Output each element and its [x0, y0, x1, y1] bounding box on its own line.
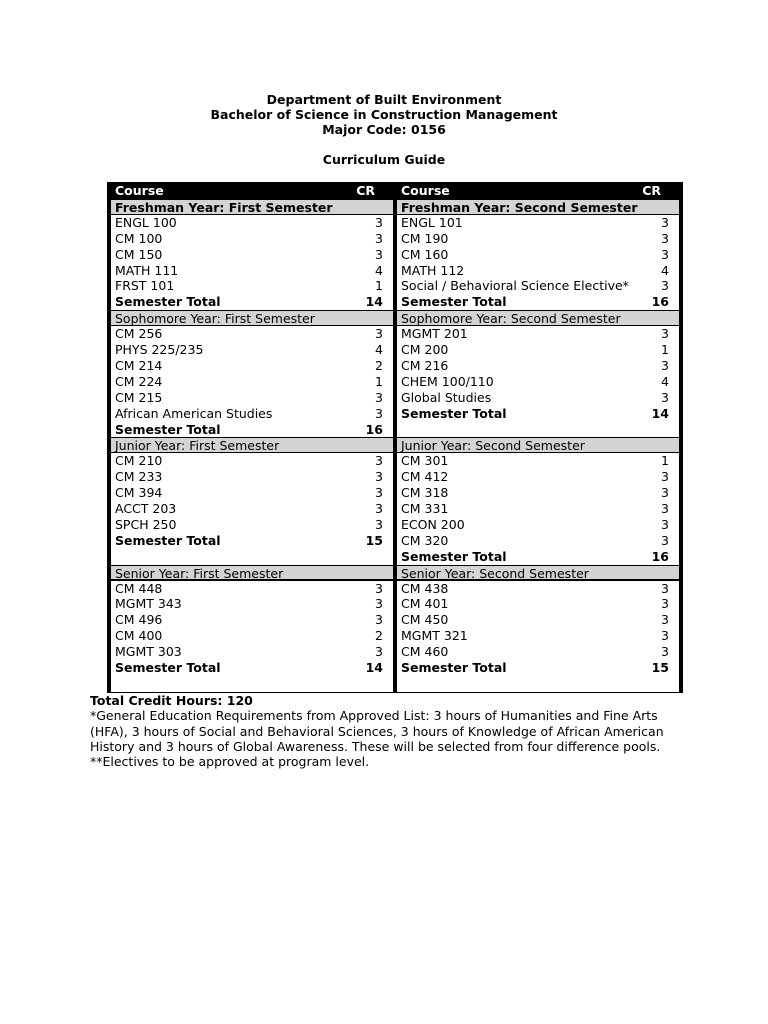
course-row: [397, 644, 679, 660]
credit-hours: 3: [661, 644, 669, 660]
course-row: [397, 358, 679, 374]
course-row: [397, 342, 679, 358]
credit-hours: 3: [375, 612, 383, 628]
course-name: CM 412: [401, 469, 449, 485]
credit-hours: 3: [661, 516, 669, 532]
course-row: [111, 278, 393, 294]
course-name: ACCT 203: [115, 501, 177, 516]
course-name: ECON 200: [401, 516, 465, 532]
course-name: CM 216: [401, 357, 449, 373]
course-row: [111, 517, 393, 533]
course-row: [397, 628, 679, 644]
curriculum-guide-title: Curriculum Guide: [322, 152, 446, 167]
credit-hours: 3: [661, 230, 669, 246]
course-name: Semester Total: [401, 660, 507, 675]
course-row: [111, 406, 393, 422]
credit-hours: 3: [375, 596, 383, 612]
course-name: ENGL 101: [401, 214, 463, 230]
credit-hours: 3: [661, 612, 669, 628]
credit-hours: 3: [375, 214, 383, 230]
credit-hours: 3: [661, 214, 669, 230]
course-name: CM 224: [115, 373, 163, 389]
course-row: [111, 644, 393, 660]
course-name: CM 496: [115, 612, 163, 628]
course-row: [111, 231, 393, 247]
semester-heading: [397, 565, 679, 581]
credit-hours: 3: [661, 501, 669, 516]
course-name: CM 200: [401, 342, 449, 357]
course-name: CHEM 100/110: [401, 373, 494, 389]
course-name: CM 301: [401, 453, 449, 469]
course-name: MATH 111: [115, 262, 179, 278]
credit-hours: 3: [661, 485, 669, 501]
table-header-row: [111, 183, 393, 199]
course-name: Semester Total: [401, 405, 507, 421]
semester-total-row: [111, 294, 393, 310]
course-row: [397, 263, 679, 279]
course-row: [397, 215, 679, 231]
major-code: Major Code: 0156: [322, 122, 446, 137]
course-name: CM 331: [401, 501, 449, 516]
semester-total-row: [111, 422, 393, 438]
credit-hours: 3: [661, 532, 669, 548]
course-name: FRST 101: [115, 278, 175, 294]
course-name: CM 233: [115, 469, 163, 485]
course-name: CM 448: [115, 580, 163, 596]
course-name: CM 318: [401, 485, 449, 501]
semester-total-row: [397, 406, 679, 422]
credit-hours: 3: [661, 246, 669, 262]
course-row: [111, 469, 393, 485]
course-row: [397, 278, 679, 294]
credit-hours: 3: [661, 596, 669, 612]
course-name: Semester Total: [115, 294, 221, 310]
credit-hours: 3: [661, 580, 669, 596]
course-name: Semester Total: [401, 548, 507, 564]
credit-hours: 3: [375, 230, 383, 246]
course-name: Course: [401, 183, 450, 198]
credit-hours: 2: [375, 628, 383, 644]
course-name: CM 394: [115, 485, 163, 501]
footnote-line: **Electives to be approved at program level.: [90, 754, 370, 770]
course-row: [111, 263, 393, 279]
course-row: [397, 581, 679, 597]
course-name: Senior Year: Second Semester: [401, 565, 589, 581]
credit-hours: 4: [375, 262, 383, 278]
course-name: Freshman Year: Second Semester: [401, 199, 638, 215]
semester-heading: [111, 437, 393, 453]
course-row: [397, 533, 679, 549]
course-name: CM 460: [401, 644, 449, 660]
course-name: CM 450: [401, 612, 449, 628]
course-name: SPCH 250: [115, 516, 177, 532]
course-name: CM 215: [115, 389, 163, 405]
credit-hours: 3: [375, 644, 383, 660]
course-name: Sophomore Year: First Semester: [115, 311, 315, 327]
credit-hours: 1: [375, 278, 383, 294]
course-row: [397, 453, 679, 469]
course-name: Senior Year: First Semester: [115, 565, 284, 581]
credit-hours: 15: [365, 532, 383, 548]
credit-hours: 1: [661, 342, 669, 357]
total-credit-hours: Total Credit Hours: 120: [90, 693, 253, 708]
credit-hours: 3: [375, 326, 383, 342]
credit-hours: 3: [375, 501, 383, 516]
semester-heading: [111, 565, 393, 581]
course-row: [397, 517, 679, 533]
credit-hours: 4: [375, 342, 383, 357]
course-name: CM 100: [115, 230, 163, 246]
course-row: [397, 596, 679, 612]
course-name: CM 214: [115, 357, 163, 373]
course-name: CM 438: [401, 580, 449, 596]
course-name: ENGL 100: [115, 214, 177, 230]
course-name: CM 190: [401, 230, 449, 246]
course-row: [111, 628, 393, 644]
credit-hours: 3: [661, 278, 669, 294]
credit-hours: 14: [365, 660, 383, 675]
credit-hours: 2: [375, 357, 383, 373]
course-row: [397, 469, 679, 485]
credit-hours: 3: [375, 453, 383, 469]
course-row: [111, 612, 393, 628]
course-name: African American Studies: [115, 405, 273, 421]
course-name: MGMT 201: [401, 326, 468, 342]
course-row: [111, 215, 393, 231]
credit-hours: 3: [375, 389, 383, 405]
footnote-line: *General Education Requirements from Approved List: 3 hours of Humanities and Fine Arts: [90, 708, 658, 724]
course-name: MATH 112: [401, 262, 465, 278]
credit-hours: 3: [375, 405, 383, 421]
course-row: [111, 247, 393, 263]
semester-heading: [111, 310, 393, 326]
semester-total-row: [397, 549, 679, 565]
credit-hours: 16: [651, 548, 669, 564]
course-name: PHYS 225/235: [115, 342, 204, 357]
course-name: Junior Year: First Semester: [115, 438, 280, 454]
course-name: Semester Total: [115, 532, 221, 548]
credit-hours: 3: [661, 389, 669, 405]
course-name: MGMT 321: [401, 628, 468, 644]
credit-hours: 3: [375, 516, 383, 532]
course-name: Semester Total: [115, 421, 221, 437]
credit-hours: 4: [661, 262, 669, 278]
course-row: [397, 231, 679, 247]
course-row: [397, 247, 679, 263]
course-name: Freshman Year: First Semester: [115, 199, 333, 215]
course-row: [397, 390, 679, 406]
credit-hours: 1: [375, 373, 383, 389]
course-name: Course: [115, 183, 164, 198]
table-header-row: [397, 183, 679, 199]
course-row: [111, 485, 393, 501]
course-name: Global Studies: [401, 389, 492, 405]
course-row: [111, 453, 393, 469]
footnote-line: (HFA), 3 hours of Social and Behavioral Sciences, 3 hours of Knowledge of African American: [90, 723, 664, 739]
semester-heading: [397, 199, 679, 215]
course-name: MGMT 303: [115, 644, 182, 660]
course-name: CM 150: [115, 246, 163, 262]
course-row: [111, 501, 393, 517]
credit-hours: 3: [375, 485, 383, 501]
degree-title: Bachelor of Science in Construction Management: [210, 107, 558, 122]
credit-hours: 3: [661, 628, 669, 644]
credit-hours: CR: [356, 183, 375, 198]
course-name: CM 400: [115, 628, 163, 644]
course-name: CM 160: [401, 246, 449, 262]
credit-hours: 3: [661, 469, 669, 485]
course-name: CM 210: [115, 453, 163, 469]
credit-hours: 14: [365, 294, 383, 310]
credit-hours: 15: [651, 660, 669, 675]
course-row: [111, 596, 393, 612]
department-title: Department of Built Environment: [266, 92, 502, 107]
semester-total-row: [397, 294, 679, 310]
credit-hours: 3: [375, 246, 383, 262]
semester-heading: [111, 199, 393, 215]
credit-hours: 16: [651, 294, 669, 310]
credit-hours: 14: [651, 405, 669, 421]
footnote-line: History and 3 hours of Global Awareness. These will be selected from four difference pools.: [90, 738, 661, 754]
course-name: CM 401: [401, 596, 449, 612]
credit-hours: 3: [375, 580, 383, 596]
course-row: [111, 358, 393, 374]
course-row: [111, 581, 393, 597]
semester-heading: [397, 437, 679, 453]
credit-hours: 16: [365, 421, 383, 437]
curriculum-table: [107, 182, 683, 693]
course-name: Semester Total: [401, 294, 507, 310]
course-row: [397, 612, 679, 628]
semester-total-row: [397, 660, 679, 676]
course-name: CM 256: [115, 326, 163, 342]
footer-notes: [90, 693, 690, 769]
credit-hours: 3: [661, 326, 669, 342]
course-row: [397, 501, 679, 517]
course-name: Junior Year: Second Semester: [401, 438, 585, 454]
course-row: [111, 326, 393, 342]
credit-hours: 3: [375, 469, 383, 485]
course-row: [397, 485, 679, 501]
semester-total-row: [111, 660, 393, 676]
credit-hours: CR: [642, 183, 661, 198]
course-name: Sophomore Year: Second Semester: [401, 311, 621, 327]
course-name: Semester Total: [115, 660, 221, 675]
course-row: [111, 342, 393, 358]
course-row: [111, 390, 393, 406]
course-row: [397, 374, 679, 390]
credit-hours: 1: [661, 453, 669, 469]
course-name: Social / Behavioral Science Elective*: [401, 278, 629, 294]
credit-hours: 4: [661, 373, 669, 389]
course-row: [397, 326, 679, 342]
credit-hours: 3: [661, 357, 669, 373]
semester-heading: [397, 310, 679, 326]
course-name: MGMT 343: [115, 596, 182, 612]
course-name: CM 320: [401, 532, 449, 548]
course-row: [111, 374, 393, 390]
semester-total-row: [111, 533, 393, 549]
